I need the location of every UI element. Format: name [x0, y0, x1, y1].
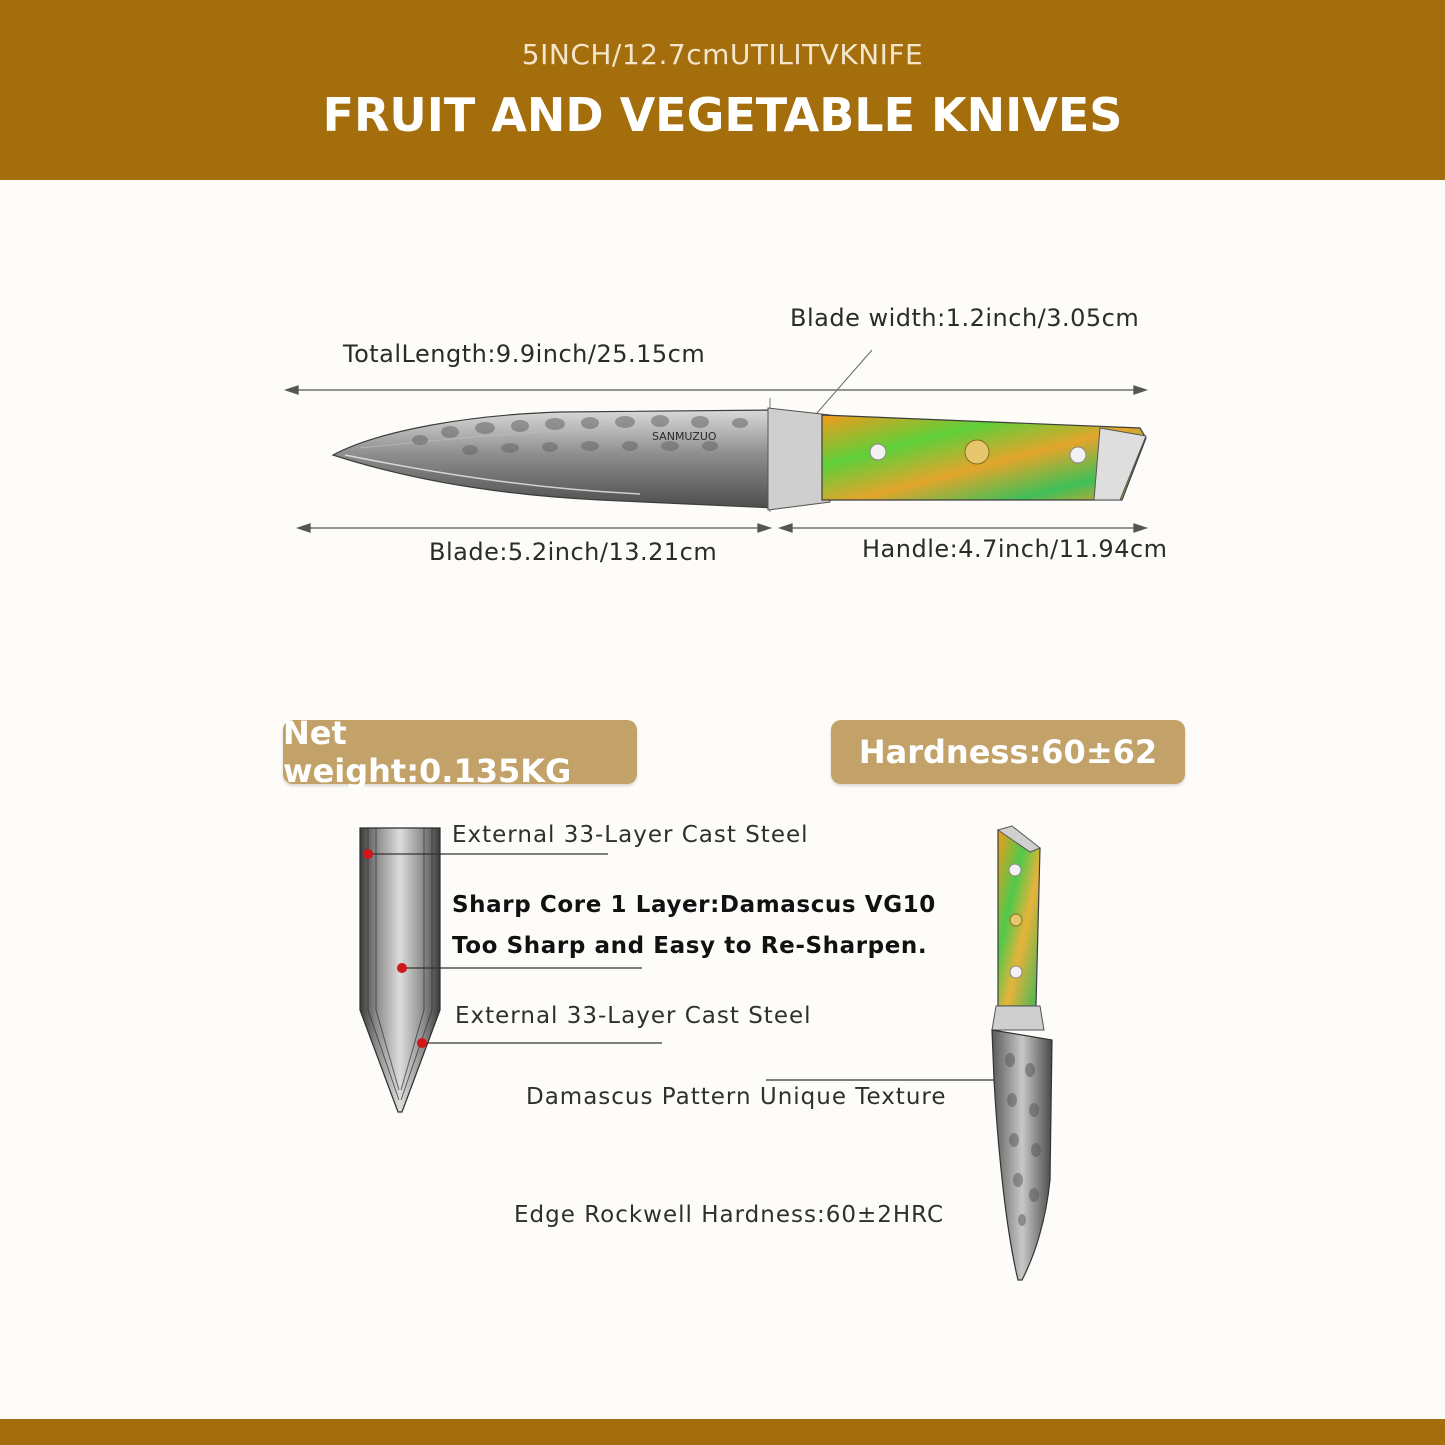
handle-length-label: Handle:4.7inch/11.94cm — [862, 535, 1168, 563]
red-markers — [363, 849, 1011, 1085]
handle-rivet-2 — [1070, 447, 1086, 463]
vertical-knife-illustration — [992, 826, 1052, 1280]
net-weight-badge — [283, 714, 637, 790]
vertical-knife-blade — [992, 1030, 1052, 1280]
layer-leader-lines — [368, 854, 1006, 1080]
footer-bar — [0, 1419, 1445, 1445]
core-layer-label-line2: Too Sharp and Easy to Re-Sharpen. — [452, 933, 928, 959]
brand-mark: SANMUZUO — [652, 430, 717, 443]
core-layer-label-line1: Sharp Core 1 Layer:Damascus VG10 — [452, 892, 936, 918]
outer-layer-bottom-label: External 33-Layer Cast Steel — [455, 1003, 812, 1029]
hardness-text: Hardness:60±62 — [858, 733, 1158, 771]
knife-bolster — [768, 408, 830, 510]
handle-medallion — [965, 440, 989, 464]
net-weight-text: Net weight:0.135KG — [283, 714, 572, 790]
knife-illustration — [333, 408, 1146, 510]
damascus-pattern-label: Damascus Pattern Unique Texture — [526, 1084, 947, 1110]
header-subtitle: 5INCH/12.7cmUTILITVKNIFE — [521, 38, 924, 71]
blade-length-label: Blade:5.2inch/13.21cm — [429, 538, 718, 566]
edge-hardness-label: Edge Rockwell Hardness:60±2HRC — [514, 1202, 945, 1228]
handle-rivet-1 — [870, 444, 886, 460]
blade-length-arrow — [298, 524, 770, 532]
header-title: FRUIT AND VEGETABLE KNIVES — [322, 88, 1123, 142]
total-length-arrow — [286, 386, 1146, 394]
total-length-label: TotalLength:9.9inch/25.15cm — [343, 340, 706, 368]
outer-layer-top-label: External 33-Layer Cast Steel — [452, 822, 809, 848]
handle-length-arrow — [780, 524, 1146, 532]
hardness-badge — [831, 720, 1185, 784]
blade-width-label: Blade width:1.2inch/3.05cm — [790, 304, 1140, 332]
